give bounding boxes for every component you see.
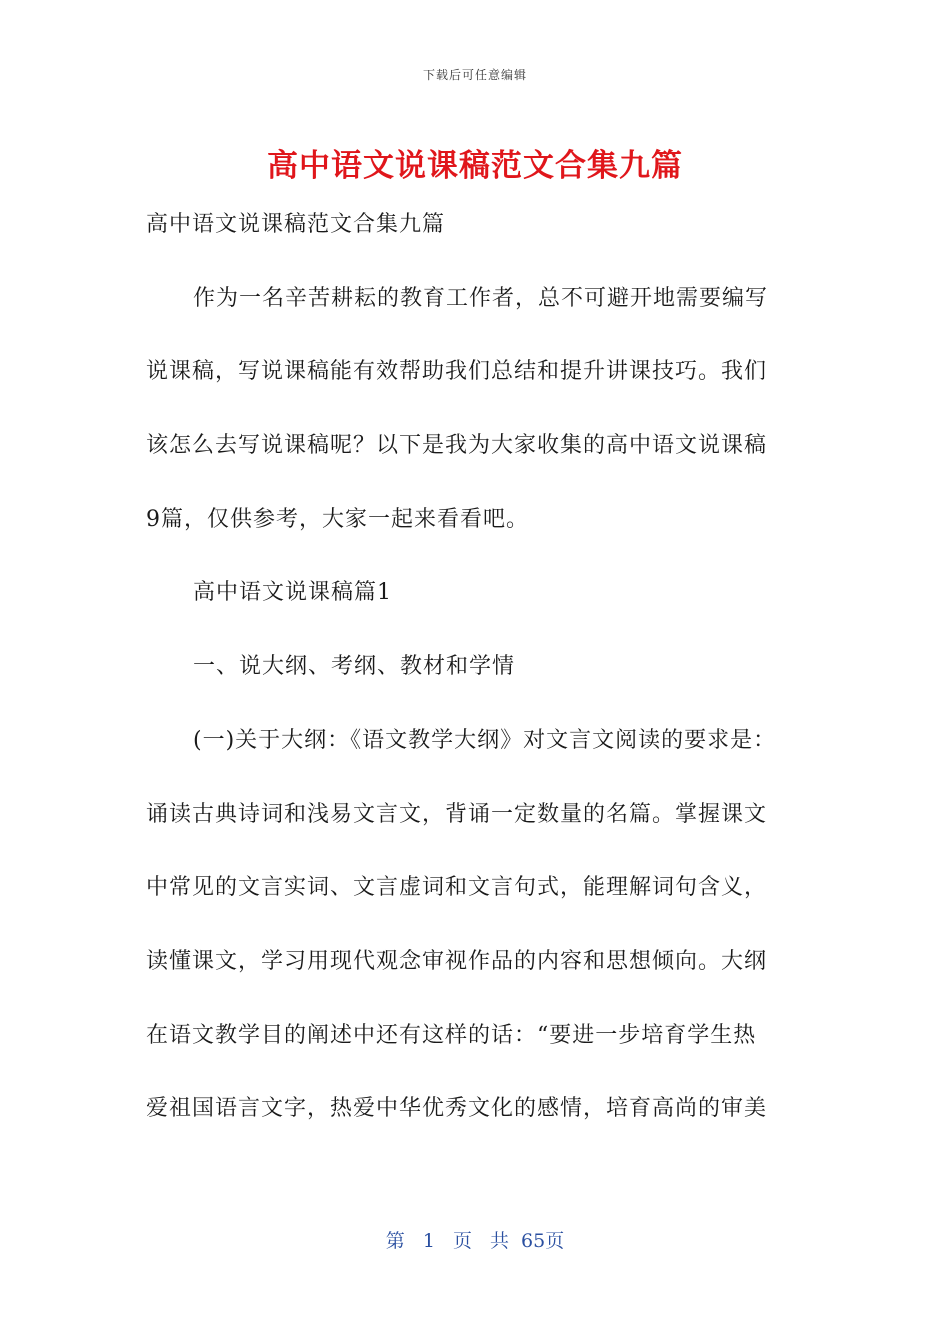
body-line-1: 高中语文说课稿范文合集九篇 — [146, 212, 446, 237]
body-line-9: 诵读古典诗词和浅易文言文，背诵一定数量的名篇。掌握课文 — [146, 801, 768, 827]
subsection-heading: 一、说大纲、考纲、教材和学情 — [193, 654, 516, 680]
page-label-prefix: 第 — [385, 1230, 405, 1252]
body-line-11: 读懂课文，学习用现代观念审视作品的内容和思想倾向。大纲 — [146, 948, 768, 974]
page-total-prefix: 共 — [490, 1230, 510, 1252]
document-title: 高中语文说课稿范文合集九篇 — [267, 148, 683, 184]
page-total: 65页 — [521, 1230, 565, 1252]
body-line-3: 说课稿，写说课稿能有效帮助我们总结和提升讲课技巧。我们 — [146, 359, 768, 385]
body-line-4: 该怎么去写说课稿呢？以下是我为大家收集的高中语文说课稿 — [146, 433, 768, 459]
page-footer — [0, 1226, 950, 1253]
body-line-13: 爱祖国语言文字，热爱中华优秀文化的感情，培育高尚的审美 — [146, 1096, 768, 1122]
header-note: 下载后可任意编辑 — [422, 68, 527, 82]
body-line-2: 作为一名辛苦耕耘的教育工作者，总不可避开地需要编写 — [193, 285, 769, 311]
body-line-10: 中常见的文言实词、文言虚词和文言句式，能理解词句含义， — [146, 875, 768, 901]
body-line-12: 在语文教学目的阐述中还有这样的话：“要进一步培育学生热 — [146, 1022, 757, 1048]
page-current-number: 1 — [422, 1230, 435, 1252]
page-label-mid: 页 — [452, 1230, 472, 1252]
body-line-5: 9篇，仅供参考，大家一起来看看吧。 — [146, 506, 529, 532]
document-body — [146, 188, 806, 1146]
section-heading: 高中语文说课稿篇1 — [193, 580, 392, 606]
body-line-8: (一)关于大纲：《语文教学大纲》对文言文阅读的要求是： — [193, 727, 777, 753]
